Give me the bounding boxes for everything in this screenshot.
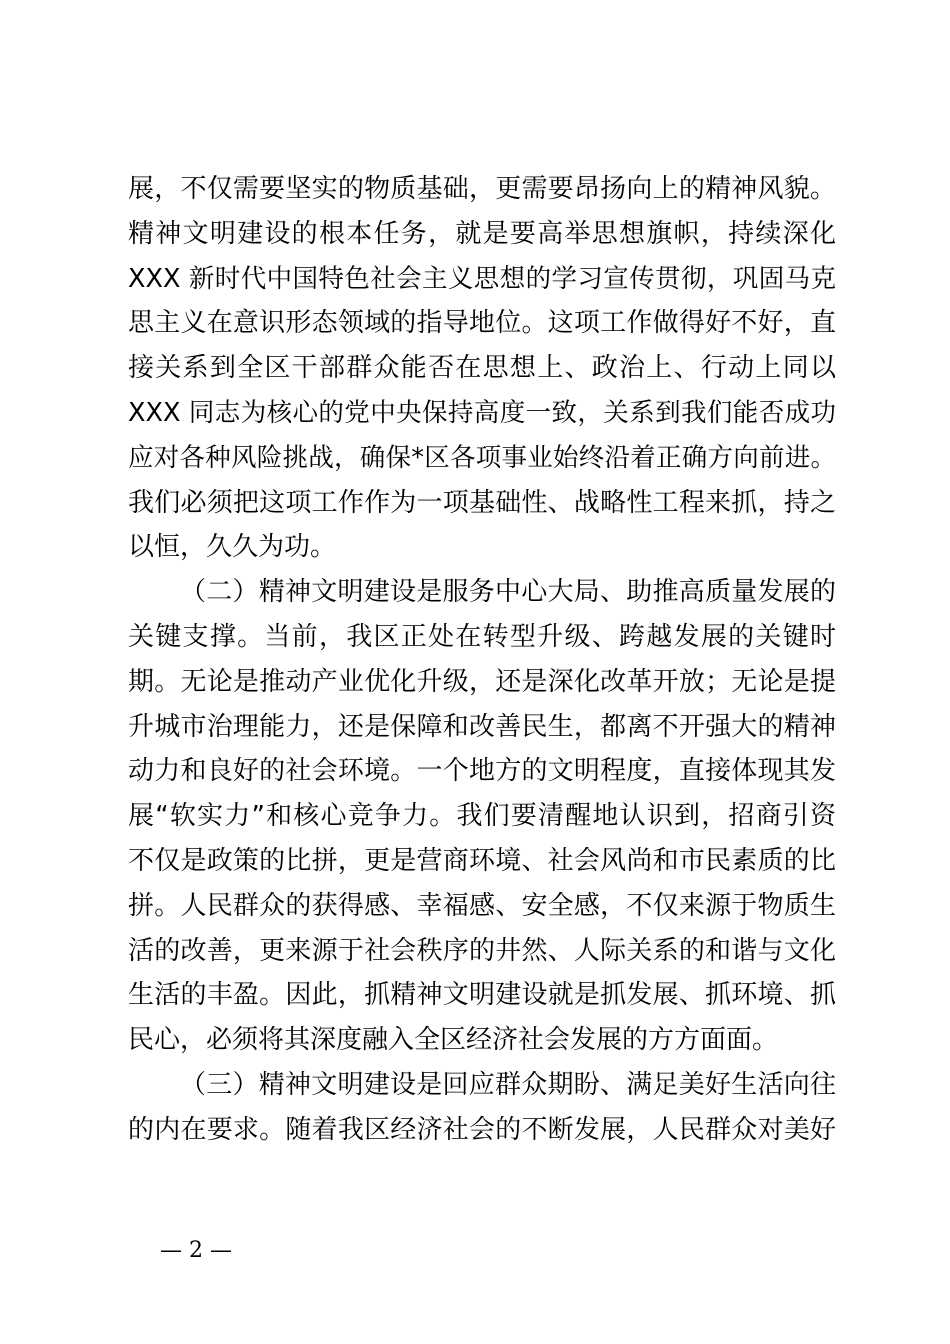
text-line: 我们必须把这项工作作为一项基础性、战略性工程来抓，持之 <box>128 487 836 518</box>
text-line: 精神文明建设的根本任务，就是要高举思想旗帜，持续深化 <box>128 218 836 249</box>
text-line: 不仅是政策的比拼，更是营商环境、社会风尚和市民素质的比 <box>128 845 836 876</box>
text-line: 应对各种风险挑战，确保*区各项事业始终沿着正确方向前进。 <box>128 442 836 473</box>
page-number: — 2 — <box>160 1238 232 1263</box>
text-line: 展“软实力”和核心竞争力。我们要清醒地认识到，招商引资 <box>128 801 836 832</box>
text-line: （三）精神文明建设是回应群众期盼、满足美好生活向往 <box>180 1069 836 1100</box>
text-line: 思主义在意识形态领域的指导地位。这项工作做得好不好，直 <box>128 308 836 339</box>
text-line: 生活的丰盈。因此，抓精神文明建设就是抓发展、抓环境、抓 <box>128 980 836 1011</box>
text-line: XXX 同志为核心的党中央保持高度一致，关系到我们能否成功 <box>128 397 836 428</box>
text-line: 的内在要求。随着我区经济社会的不断发展，人民群众对美好 <box>128 1114 836 1145</box>
text-line: 民心，必须将其深度融入全区经济社会发展的方方面面。 <box>128 1025 779 1056</box>
text-line: 展，不仅需要坚实的物质基础，更需要昂扬向上的精神风貌。 <box>128 174 836 204</box>
text-line: 关键支撑。当前，我区正处在转型升级、跨越发展的关键时 <box>128 621 836 652</box>
text-line: （二）精神文明建设是服务中心大局、助推高质量发展的 <box>180 577 836 608</box>
text-line: 拼。人民群众的获得感、幸福感、安全感，不仅来源于物质生 <box>128 890 836 921</box>
text-line: 接关系到全区干部群众能否在思想上、政治上、行动上同以 <box>128 353 836 384</box>
text-line: 期。无论是推动产业优化升级，还是深化改革开放；无论是提 <box>128 666 836 697</box>
text-line: 动力和良好的社会环境。一个地方的文明程度，直接体现其发 <box>128 756 836 787</box>
text-line: 以恒，久久为功。 <box>128 532 337 563</box>
body-text <box>128 167 836 1153</box>
text-line: XXX 新时代中国特色社会主义思想的学习宣传贯彻，巩固马克 <box>128 263 836 294</box>
text-line: 活的改善，更来源于社会秩序的井然、人际关系的和谐与文化 <box>128 935 836 966</box>
text-line: 升城市治理能力，还是保障和改善民生，都离不开强大的精神 <box>128 711 836 742</box>
